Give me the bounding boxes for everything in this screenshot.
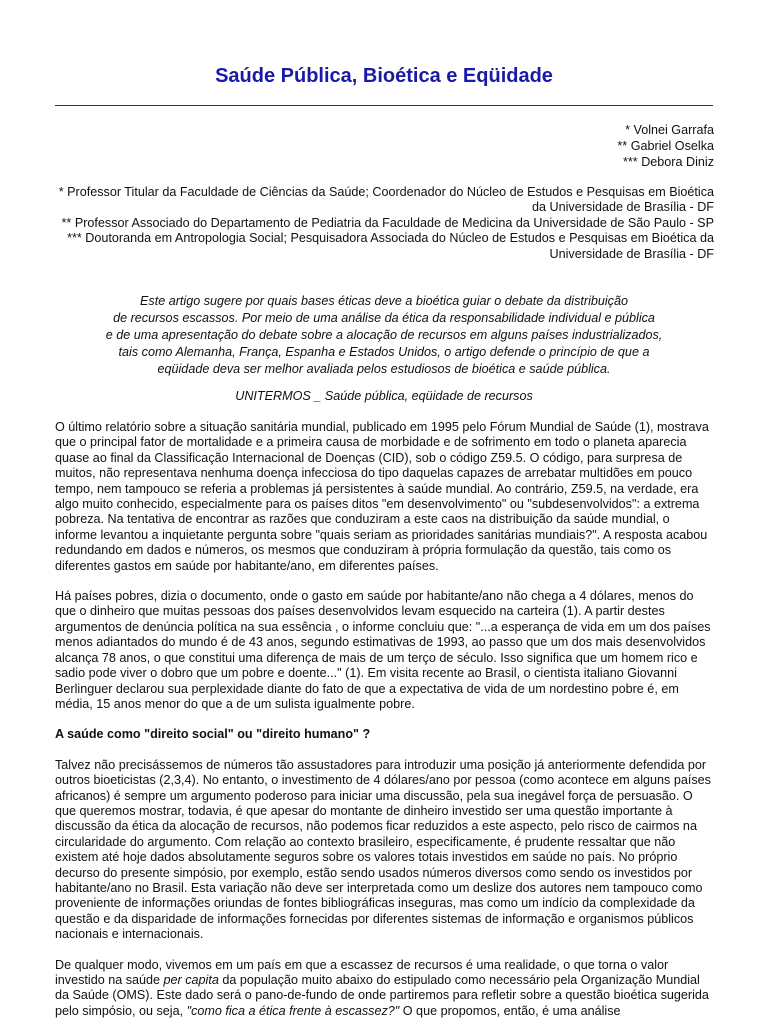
article-body <box>55 420 715 1034</box>
section-heading: A saúde como "direito social" ou "direito humano" ? <box>55 727 371 742</box>
paragraph-text: O que propomos, então, é uma análise <box>399 1003 621 1018</box>
affiliation-1: * Professor Titular da Faculdade de Ciências da Saúde; Coordenador do Núcleo de Estudos e Pesquisas em Bioética da Universidade de Brasília - DF <box>58 185 714 215</box>
affiliation-2: ** Professor Associado do Departamento de Pediatria da Faculdade de Medicina da Universidade de São Paulo - SP <box>61 215 714 230</box>
body-paragraph-4 <box>55 958 715 1020</box>
abstract-line: e de uma apresentação do debate sobre a alocação de recursos em alguns países industrializados, <box>105 328 663 342</box>
author-2: ** Gabriel Oselka <box>617 139 714 153</box>
abstract-line: de recursos escassos. Por meio de uma análise da ética da responsabilidade individual e pública <box>113 311 655 325</box>
body-paragraph-1: O último relatório sobre a situação sanitária mundial, publicado em 1995 pelo Fórum Mundial de Saúde (1), mostrava que o principal fator de mortalidade e a primeira causa de morbidade e de sofrimento em todo o planeta aparecia quase ao final da Classificação Internacional de Doenças (CID), sob o código Z59.5. O código, para surpresa de muitos, não representava nenhuma doença infecciosa do tipo daquelas capazes de arrebatar multidões em pouco tempo, nem tampouco se referia a problemas já persistentes à saúde mundial. Ao contrário, Z59.5, na verdade, era algo muito conhecido, especialmente para os países ditos "em desenvolvimento" ou "subdesenvolvidos": a extrema pobreza. Na tentativa de encontrar as razões que conduziram a este caos na distribuição da saúde mundial, o informe levantou a inquietante pergunta sobre "quais seriam as prioridades sanitárias mundiais?". A resposta acabou redundando em dados e números, os mesmos que conduziram à própria formulação da questão, tais como os diferentes gastos em saúde por habitante/ano, em diferentes países. <box>55 420 709 573</box>
italic-question: "como fica a ética frente à escassez?" <box>186 1003 400 1018</box>
body-paragraph-2: Há países pobres, dizia o documento, onde o gasto em saúde por habitante/ano não chega a 4 dólares, menos do que o dinheiro que muitas pessoas dos países desenvolvidos levam esquecido na carteira (1). A partir destes argumentos de denúncia política na sua essência , o informe concluiu que: "...a esperança de vida em um dos países menos adiantados do mundo é de 43 anos, segundo estimativas de 1993, ao passo que um dos mais desenvolvidos alcança 78 anos, o que constitui uma diferença de mais de um terço de século. Isso significa que um homem rico e sadio pode viver o dobro que um pobre e doente..." (1). Em visita recente ao Brasil, o cientista italiano Giovanni Berlinguer declarou sua perplexidade diante do fato de que a expectativa de vida de um nordestino pobre é, em média, 15 anos menor do que a de um sulista igualmente pobre. <box>55 589 711 711</box>
paragraph-text: De qualquer modo, vivemos em um país em que a escassez de recursos é uma realidade, o que torna o valor investido na saúde <box>55 957 669 987</box>
affiliation-3: *** Doutoranda em Antropologia Social; Pesquisadora Associada do Núcleo de Estudos e Pesquisas em Bioética da Universidade de Brasília - DF <box>67 231 714 261</box>
affiliation-list <box>55 185 714 262</box>
abstract <box>55 293 713 378</box>
abstract-line: eqüidade deva ser melhor avaliada pelos estudiosos de bioética e saúde pública. <box>157 362 611 376</box>
author-3: *** Debora Diniz <box>623 155 714 169</box>
title-divider <box>55 105 713 106</box>
abstract-line: tais como Alemanha, França, Espanha e Estados Unidos, o artigo defende o princípio de que a <box>118 345 650 359</box>
paragraph-text: da população muito abaixo do estipulado como necessário pela Organização Mundial da Saúde (OMS). Este dado será o pano-de-fundo de onde partiremos para refletir sobre a questão bioética sugerida pelo simpósio, ou seja, <box>55 973 709 1018</box>
author-1: * Volnei Garrafa <box>625 123 714 137</box>
abstract-line: Este artigo sugere por quais bases éticas deve a bioética guiar o debate da distribuição <box>140 294 628 308</box>
body-paragraph-3: Talvez não precisássemos de números tão assustadores para introduzir uma posição já anteriormente defendida por outros bioeticistas (2,3,4). No entanto, o investimento de 4 dólares/ano por pessoa (como acontece em alguns países africanos) é sempre um argumento poderoso para iniciar uma discussão, pela sua inegável força de persuasão. O que queremos mostrar, todavia, é que apesar do montante de dinheiro investido ser uma questão importante à discussão da ética da alocação de recursos, não podemos ficar reduzidos a este aspecto, pelo risco de cairmos na circularidade do argumento. Com relação ao contexto brasileiro, especificamente, é prudente ressaltar que não existem até hoje dados absolutamente seguros sobre os valores totais investidos em saúde no país. No próprio decurso do presente simpósio, por exemplo, estão sendo usados números diversos como sendo os investidos por habitante/ano no Brasil. Esta variação não deve ser interpretada como um deslize dos autores nem tampouco como proveniente de informações oriundas de fontes bibliográficas inseguras, mas como um indício da complexidade da questão e da disparidade de informações fornecidas por diferentes sistemas de informação e organismos públicos nacionais e internacionais. <box>55 757 711 942</box>
keywords: UNITERMOS _ Saúde pública, eqüidade de recursos <box>235 389 533 403</box>
italic-term: per capita <box>163 973 219 987</box>
author-list <box>617 122 714 170</box>
article-title: Saúde Pública, Bioética e Eqüidade <box>215 65 553 87</box>
